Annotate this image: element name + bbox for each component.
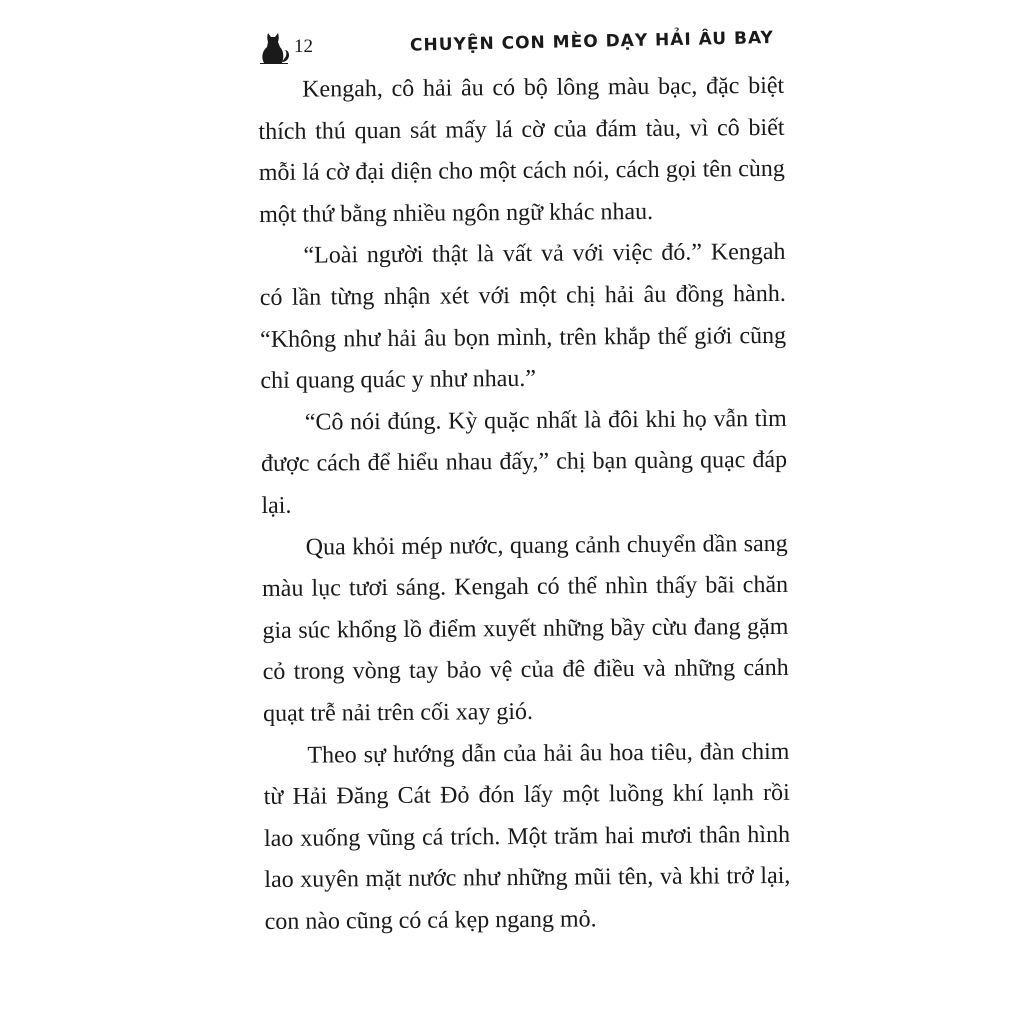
paragraph: Theo sự hướng dẫn của hải âu hoa tiêu, đàn chim từ Hải Đăng Cát Đỏ đón lấy một luồng khí lạnh rồi lao xuống vũng cá trích. Một trăm hai mươi thân hình lao xuyên mặt nước như những mũi tên, và khi trở lại, con nào cũng có cá kẹp ngang mỏ. [263, 738, 791, 935]
cat-icon [258, 28, 292, 64]
paragraph: “Loài người thật là vất vả với việc đó.” Kengah có lần từng nhận xét với một chị hải âu đồng hành. “Không như hải âu bọn mình, trên khắp thế giới cũng chỉ quang quác y như nhau.” [259, 239, 787, 395]
paragraph: “Cô nói đúng. Kỳ quặc nhất là đôi khi họ vẫn tìm được cách để hiểu nhau đấy,” chị bạn quàng quạc đáp lại. [260, 405, 788, 519]
page-number: 12 [294, 36, 313, 57]
running-title: CHUYỆN CON MÈO DẠY HẢI ÂU BAY [410, 28, 775, 56]
page-header [258, 24, 778, 68]
paragraph: Qua khỏi mép nước, quang cảnh chuyển dần sang màu lục tươi sáng. Kengah có thể nhìn thấy bãi chăn gia súc khổng lồ điểm xuyết những bầy cừu đang gặm cỏ trong vòng tay bảo vệ của đê điều và những cánh quạt trễ nải trên cối xay gió. [261, 530, 789, 727]
body-text [258, 66, 791, 944]
paragraph: Kengah, cô hải âu có bộ lông màu bạc, đặc biệt thích thú quan sát mấy lá cờ của đám tàu, vì cô biết mỗi lá cờ đại diện cho một cách nói, cách gọi tên cùng một thứ bằng nhiều ngôn ngữ khác nhau. [258, 72, 785, 228]
